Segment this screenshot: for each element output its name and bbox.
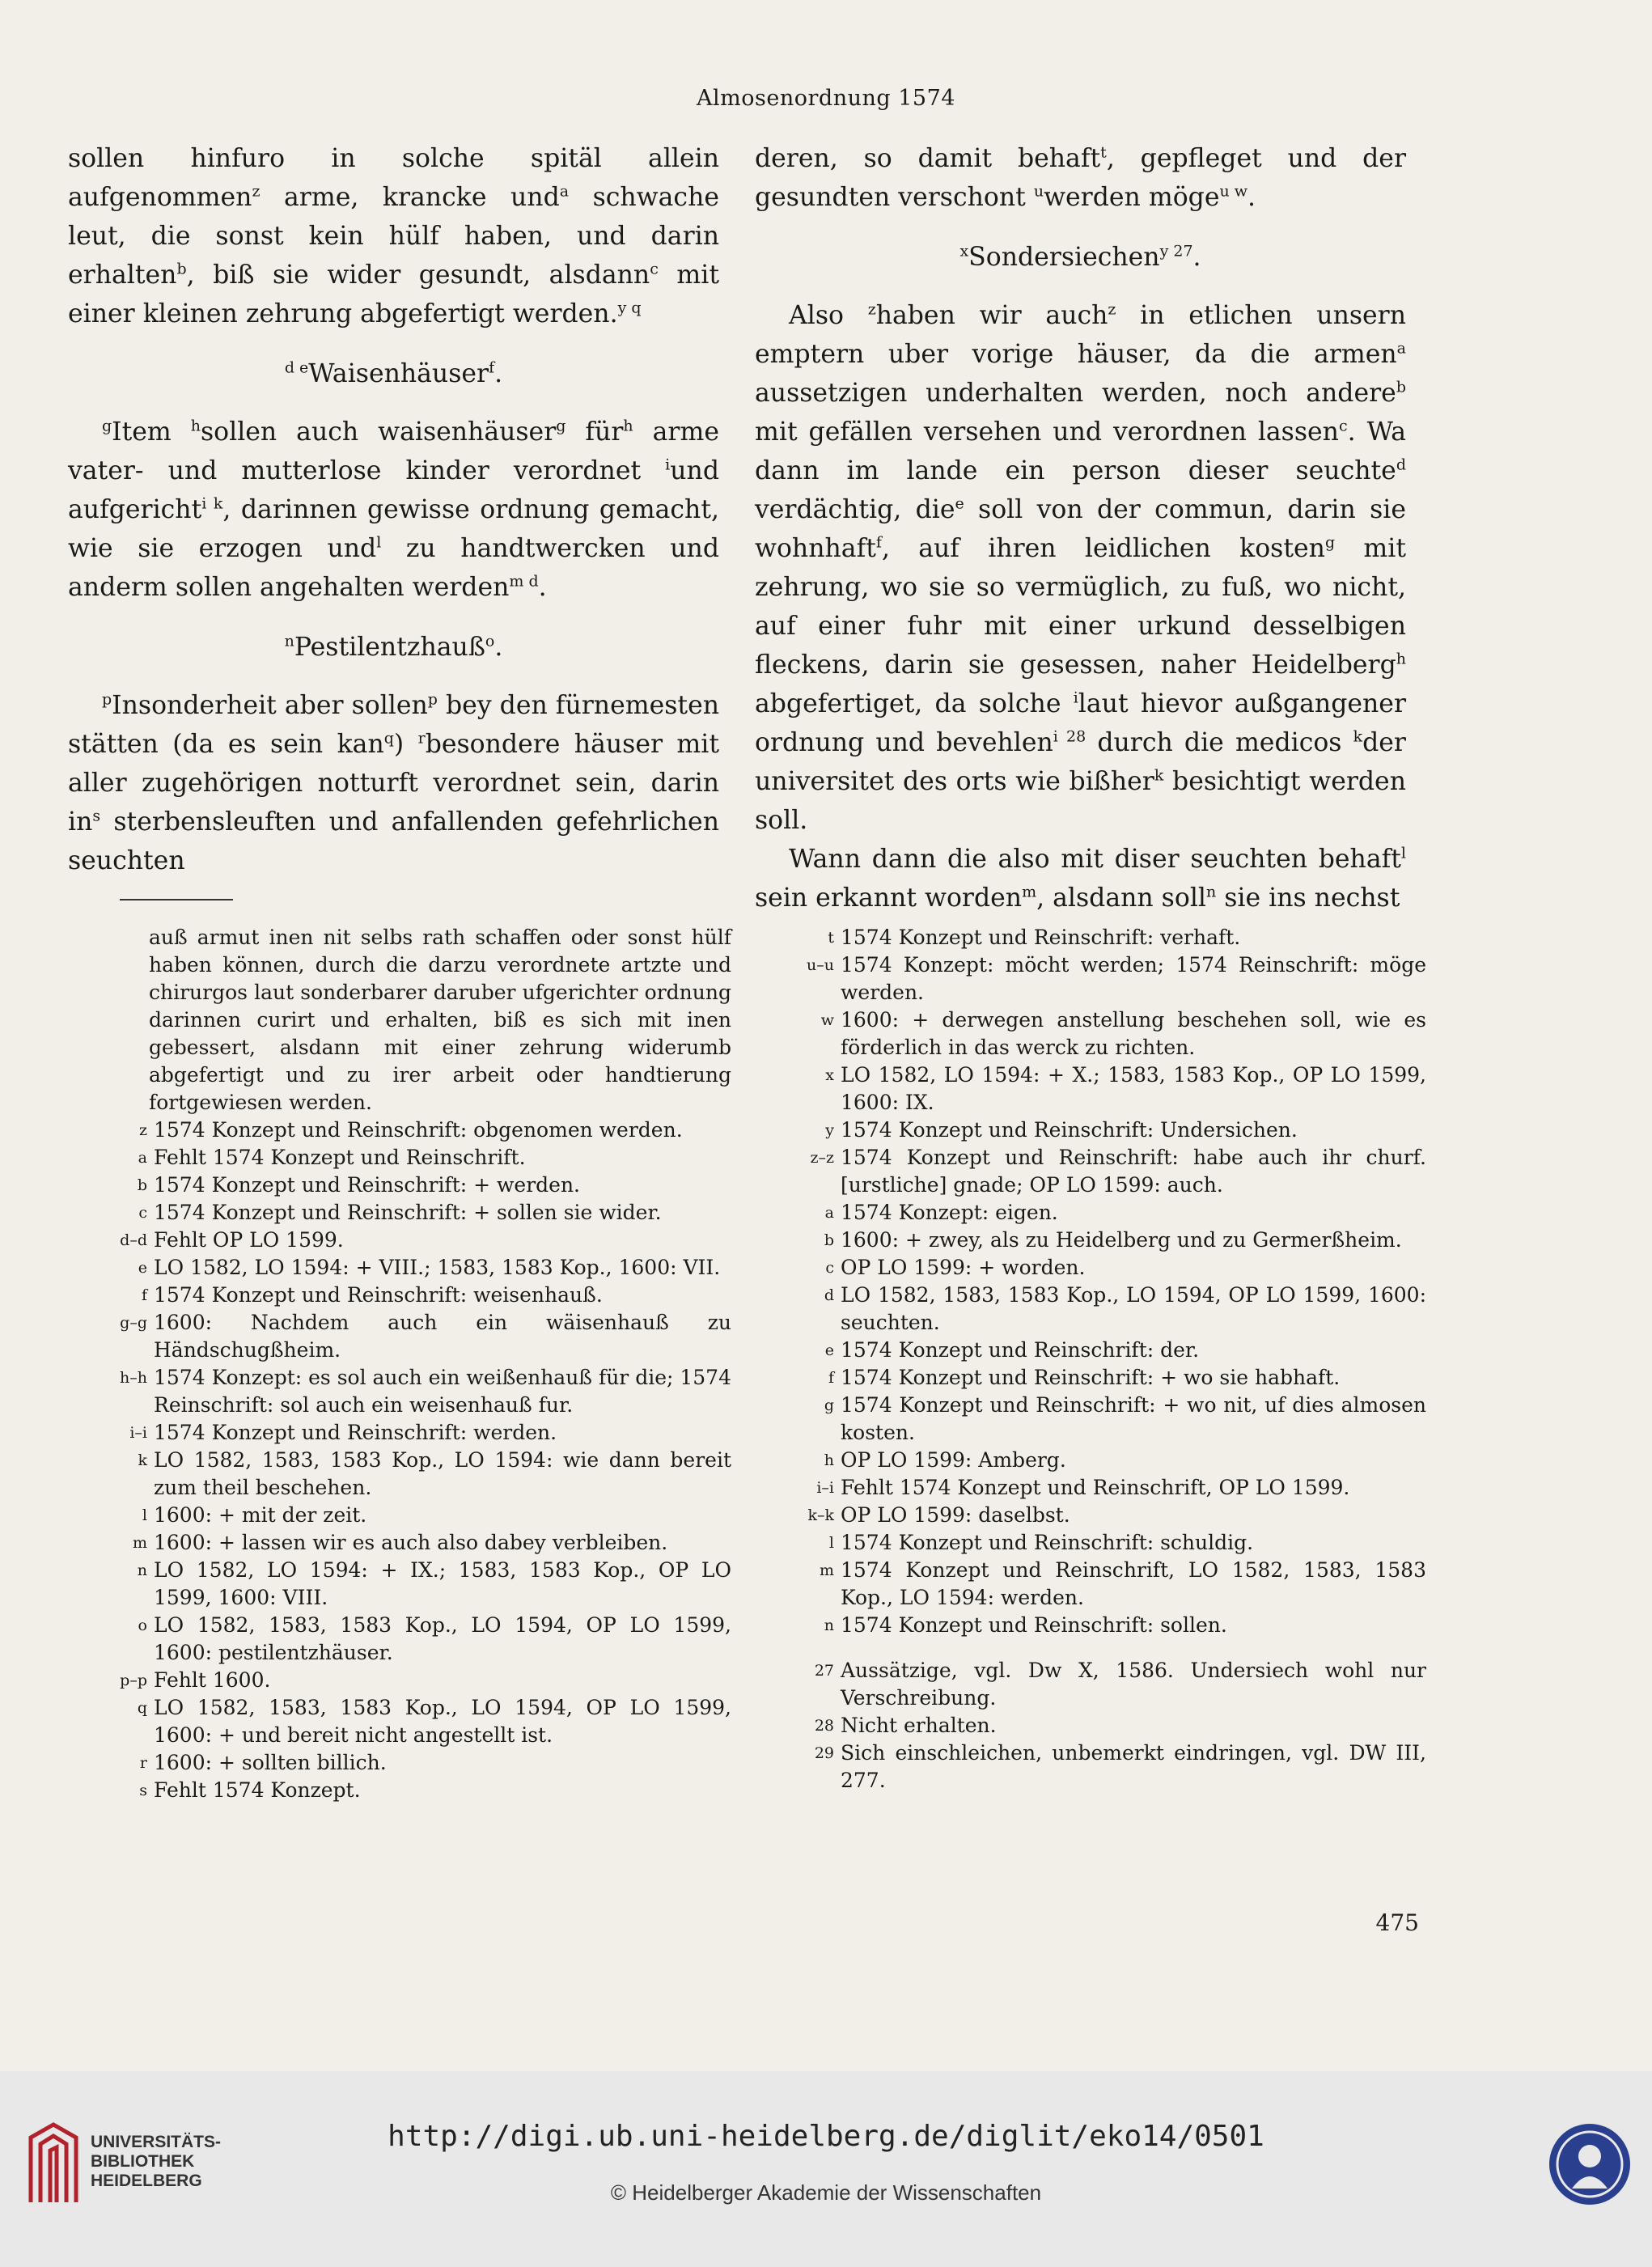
paragraph: Wann dann die also mit diser seuchten behaft$^l$ sein erkannt worden$^m$, alsdann soll$^n$ sie ins nechst	[755, 844, 1406, 913]
footnote-text: 1574 Konzept und Reinschrift: + werden.	[154, 1173, 580, 1197]
footnote-text: 1574 Konzept: es sol auch ein weißenhauß für die; 1574 Reinschrift: sol auch ein weisenhauß fur.	[154, 1366, 731, 1417]
footnote	[68, 1557, 731, 1612]
footnote-text: LO 1582, 1583, 1583 Kop., LO 1594, OP LO 1599, 1600: pestilentzhäuser.	[154, 1613, 731, 1664]
footnote-text: 1574 Konzept und Reinschrift: verhaft.	[841, 926, 1241, 949]
footnote-text: 1600: + lassen wir es auch also dabey verbleiben.	[154, 1531, 668, 1554]
footnote	[755, 1392, 1426, 1447]
copyright-notice: © Heidelberger Akademie der Wissenschaften	[610, 2180, 1042, 2205]
footnote-rule	[120, 899, 233, 900]
footnote	[68, 1667, 731, 1694]
footnote-text: 1574 Konzept und Reinschrift: der.	[841, 1338, 1200, 1362]
page-number: 475	[1375, 1909, 1419, 1936]
footnote-key: z–z	[810, 1149, 834, 1167]
footnote	[68, 1777, 731, 1804]
footnote-text: LO 1582, LO 1594: + IX.; 1583, 1583 Kop., OP LO 1599, 1600: VIII.	[154, 1558, 731, 1609]
footnote-key: q	[137, 1699, 147, 1717]
footnote-text: 1574 Konzept und Reinschrift: Undersichen.	[841, 1118, 1298, 1142]
footnote-marker: e	[955, 494, 964, 513]
footnote-marker: o	[485, 632, 495, 650]
footnote-key: n	[137, 1561, 147, 1579]
footnote-marker: d	[1396, 456, 1406, 474]
footnote-text: 1574 Konzept und Reinschrift: schuldig.	[841, 1531, 1254, 1554]
footnote-continuation: auß armut inen nit selbs rath schaffen oder sonst hülf haben können, durch die darzu verordnete artzte und chirurgos laut sonderbarer daruber ufgerichter ordnung darinnen curirt und erhalten, biß es sich mit inen gebessert, alsdann mit einer zehrung widerumb abgefertigt und zu irer arbeit oder handtierung fortgewiesen werden.	[149, 926, 731, 1114]
footnote	[755, 1474, 1426, 1502]
footnote-key: h	[824, 1451, 834, 1469]
footnote-marker: y q	[617, 299, 642, 317]
footnote-key: d	[824, 1286, 834, 1304]
footnote	[68, 1199, 731, 1227]
footnote	[68, 1419, 731, 1447]
footnote-key: b	[137, 1176, 147, 1194]
footnote	[68, 1172, 731, 1199]
footnote-key: z	[138, 1121, 147, 1139]
footnote-gap	[755, 1639, 1426, 1657]
footnote-marker: q	[383, 729, 394, 748]
footnote	[755, 1529, 1426, 1557]
footnote	[755, 1557, 1426, 1612]
footnote-key: 28	[814, 1717, 834, 1735]
footnote-list	[755, 924, 1426, 1639]
footnote-list	[68, 1117, 731, 1804]
footnote	[755, 1061, 1426, 1117]
footnote-key: c	[825, 1259, 834, 1277]
footnote-marker: x	[959, 242, 969, 261]
footnote-marker: h	[623, 417, 633, 435]
footnote-key: b	[824, 1231, 834, 1249]
footnote-marker: i	[1073, 689, 1078, 707]
footnote-key: 27	[814, 1662, 834, 1680]
footnote-text: 1574 Konzept und Reinschrift: weisenhauß.	[154, 1283, 603, 1307]
footnote	[755, 1447, 1426, 1474]
footnote	[755, 1712, 1426, 1739]
footnote	[755, 951, 1426, 1006]
section-heading-waisenhaeuser: $^{d e}$Waisenhäuser$^f$.	[284, 358, 503, 388]
footnote-marker: u	[1033, 182, 1044, 201]
footnote-key: e	[138, 1259, 147, 1277]
paragraph: Also $^z$haben wir auch$^z$ in etlichen unsern emptern uber vorige häuser, da die armen$^a$ aussetzigen underhalten werden, noch andere$^b$ mit gefällen versehen und verordnen lassen$^c$. Wa dann im lande ein person dieser seuchte$^d$ verdächtig, die$^e$ soll von der commun, darin sie wohnhaft$^f$, auf ihren leidlichen kosten$^g$ mit zehrung, wo sie so vermüglich, zu fuß, wo nicht, auf einer fuhr mit einer urkund desselbigen fleckens, darin sie gesessen, naher Heidelberg$^h$ abgefertiget, da solche $^i$laut hievor außgangener ordnung und bevehlen$^{i 28}$ durch die medicos $^k$der universitet des orts wie bißher$^k$ besichtigt werden soll.	[755, 300, 1407, 835]
footnote-key: r	[139, 1754, 147, 1772]
footnote	[755, 1612, 1426, 1639]
footnote-key: u–u	[807, 956, 834, 974]
footnote-text: 1574 Konzept und Reinschrift: obgenomen werden.	[154, 1118, 683, 1142]
footnote-marker: i	[665, 456, 671, 474]
footnote-marker: i 28	[1053, 727, 1087, 746]
footnote	[755, 1739, 1426, 1795]
footnote-key: d–d	[120, 1231, 147, 1249]
footnote-marker: b	[176, 260, 187, 278]
footnote	[68, 1227, 731, 1254]
footnote	[755, 1364, 1426, 1392]
footnote	[755, 1144, 1426, 1199]
footnote	[68, 1502, 731, 1529]
footnote-marker: l	[1400, 844, 1406, 862]
footnote	[68, 1612, 731, 1667]
footnote-key: 29	[814, 1744, 834, 1762]
footnote-key: x	[825, 1066, 834, 1084]
footnote-marker: z	[1108, 300, 1116, 319]
footnote	[68, 1282, 731, 1309]
paragraph: $^g$Item $^h$sollen auch waisenhäuser$^g$ für$^h$ arme vater- und mutterlose kinder verordnet $^i$und aufgericht$^{i k}$, darinnen gewisse ordnung gemacht, wie sie erzogen und$^l$ zu handtwercken und anderm sollen angehalten werden$^{m d}$.	[68, 417, 719, 602]
footnote-text: 1574 Konzept und Reinschrift: + wo nit, uf dies almosen kosten.	[841, 1393, 1426, 1444]
footnote-marker: y 27	[1159, 242, 1193, 261]
footnote-marker: m d	[509, 572, 539, 591]
footnote	[68, 1117, 731, 1144]
footnote-key: i–i	[129, 1424, 147, 1442]
footnote-text: LO 1582, LO 1594: + VIII.; 1583, 1583 Kop., 1600: VII.	[154, 1256, 721, 1279]
footnote-key: n	[824, 1617, 834, 1634]
footnote-key: g–g	[120, 1314, 147, 1332]
footnote-text: Nicht erhalten.	[841, 1714, 997, 1737]
left-text-column	[68, 139, 719, 880]
footnote	[68, 1749, 731, 1777]
footnote	[68, 1254, 731, 1282]
footnote-key: k	[138, 1451, 147, 1469]
footnote-text: 1600: + mit der zeit.	[154, 1503, 367, 1527]
footnote-marker: n	[1205, 883, 1217, 901]
footnote-key: f	[141, 1286, 147, 1304]
footnote	[68, 1364, 731, 1419]
footnote-marker: a	[1396, 339, 1406, 358]
viewer-footer	[0, 2071, 1652, 2267]
footnote-key: e	[824, 1341, 834, 1359]
footnote-text: 1574 Konzept und Reinschrift: werden.	[154, 1421, 557, 1444]
footnote-text: 1574 Konzept und Reinschrift: habe auch ihr churf.[urstliche] gnade; OP LO 1599: auch.	[841, 1146, 1426, 1197]
footnote-text: Fehlt 1574 Konzept.	[154, 1778, 361, 1802]
footnote	[755, 924, 1426, 951]
footnote-key: h–h	[120, 1369, 147, 1387]
footnote-text: LO 1582, LO 1594: + X.; 1583, 1583 Kop., OP LO 1599, 1600: IX.	[841, 1063, 1426, 1114]
footnote-text: Fehlt 1574 Konzept und Reinschrift.	[154, 1146, 526, 1169]
footnote-key: a	[138, 1149, 147, 1167]
footnote-marker: k	[1353, 727, 1363, 746]
footnote-text: OP LO 1599: + worden.	[841, 1256, 1086, 1279]
footnote-text: Sich einschleichen, unbemerkt eindringen, vgl. DW III, 277.	[841, 1741, 1426, 1792]
footnote-marker: k	[1154, 766, 1164, 785]
section-heading-sondersiechen: $^x$Sondersiechen$^{y 27}$.	[959, 242, 1201, 272]
footnote-key: i–i	[816, 1479, 834, 1497]
footnote	[755, 1117, 1426, 1144]
footnote-marker: h	[190, 417, 201, 435]
footnote-marker: z	[252, 182, 261, 201]
footnote-marker: f	[489, 358, 495, 377]
footnote-text: 1600: + derwegen anstellung beschehen soll, wie es förderlich in das werck zu richten.	[841, 1008, 1426, 1059]
footnote-marker: s	[92, 807, 101, 825]
footnote-marker: c	[1338, 417, 1348, 435]
footnote-text: 1574 Konzept und Reinschrift: + sollen sie wider.	[154, 1201, 662, 1224]
footnote-text: 1600: Nachdem auch ein wäisenhauß zu Händschugßheim.	[154, 1311, 731, 1362]
footnote-marker: n	[284, 632, 294, 650]
footnote-marker: r	[417, 729, 426, 748]
footnote-marker: c	[650, 260, 659, 278]
footnote-text: LO 1582, 1583, 1583 Kop., LO 1594, OP LO 1599, 1600: + und bereit nicht angestellt ist.	[154, 1696, 731, 1747]
footnote	[68, 1529, 731, 1557]
footnote-marker: t	[1100, 143, 1107, 162]
footnote-key: f	[828, 1369, 834, 1387]
footnote-text: OP LO 1599: daselbst.	[841, 1503, 1070, 1527]
right-text-column	[755, 139, 1406, 917]
permalink-url[interactable]: http://digi.ub.uni-heidelberg.de/diglit/eko14/0501	[388, 2120, 1264, 2153]
footnote-text: Fehlt OP LO 1599.	[154, 1228, 344, 1252]
footnote-text: Aussätzige, vgl. Dw X, 1586. Undersiech wohl nur Verschreibung.	[841, 1659, 1426, 1710]
footnote-marker: g	[102, 417, 112, 435]
footnote-text: 1574 Konzept und Reinschrift: sollen.	[841, 1613, 1227, 1637]
footnote-marker: d e	[284, 358, 309, 377]
footnote-text: Fehlt 1574 Konzept und Reinschrift, OP LO 1599.	[841, 1476, 1350, 1499]
logo-line: UNIVERSITÄTS-	[91, 2133, 222, 2151]
footnote-marker: b	[1396, 378, 1406, 396]
paragraph: $^p$Insonderheit aber sollen$^p$ bey den fürnemesten stätten (da es sein kan$^q$) $^r$besondere häuser mit aller zugehörigen notturft verordnet sein, darin $in^s$ sterbensleuften und anfallenden gefehrlichen seuchten	[68, 690, 720, 875]
academy-seal-icon[interactable]	[1545, 2120, 1634, 2209]
footnote-marker: u w	[1219, 182, 1248, 201]
footnote-text: LO 1582, 1583, 1583 Kop., LO 1594, OP LO 1599, 1600: seuchten.	[841, 1283, 1426, 1334]
logo-line: HEIDELBERG	[91, 2172, 202, 2190]
footnote-key: p–p	[120, 1672, 147, 1689]
footnote-text: 1600: + sollten billich.	[154, 1751, 387, 1774]
footnote	[755, 1254, 1426, 1282]
footnote-text: Fehlt 1600.	[154, 1668, 271, 1692]
footnote-text: OP LO 1599: Amberg.	[841, 1448, 1066, 1472]
footnote-key: m	[132, 1534, 147, 1552]
footnote	[68, 1144, 731, 1172]
footnote-key: t	[828, 929, 834, 947]
footnote-key: w	[820, 1011, 834, 1029]
footnote-marker: z	[867, 300, 876, 319]
footnote	[755, 1227, 1426, 1254]
paragraph: deren, so damit behaft$^t$, gepfleget und der gesundten verschont $^u$werden möge$^{u w}$.	[755, 143, 1406, 212]
footnote-key: s	[139, 1782, 147, 1799]
footnote-key: k–k	[807, 1506, 834, 1524]
footnote-key: a	[824, 1204, 834, 1222]
right-footnotes	[755, 924, 1426, 1795]
footnote-marker: g	[1324, 533, 1336, 552]
footnote-text: LO 1582, 1583, 1583 Kop., LO 1594: wie dann bereit zum theil beschehen.	[154, 1448, 731, 1499]
footnote-key: l	[142, 1506, 147, 1524]
footnote-text: 1574 Konzept und Reinschrift, LO 1582, 1583, 1583 Kop., LO 1594: werden.	[841, 1558, 1426, 1609]
footnote-marker: p	[102, 690, 112, 709]
footnote-marker: m	[1022, 883, 1037, 901]
footnote	[755, 1657, 1426, 1712]
footnote-text: 1600: + zwey, als zu Heidelberg und zu Germerßheim.	[841, 1228, 1402, 1252]
footnote-key: o	[138, 1617, 147, 1634]
footnote	[755, 1337, 1426, 1364]
left-footnotes	[68, 924, 731, 1804]
footnote-text: 1574 Konzept: eigen.	[841, 1201, 1058, 1224]
footnote-marker: i k	[201, 494, 223, 513]
footnote	[755, 1199, 1426, 1227]
footnote-text: 1574 Konzept und Reinschrift: + wo sie habhaft.	[841, 1366, 1341, 1389]
footnote-key: g	[824, 1396, 834, 1414]
footnote	[68, 1447, 731, 1502]
footnote-key: m	[819, 1561, 834, 1579]
footnote	[755, 1006, 1426, 1061]
paragraph: sollen hinfuro in solche spitäl allein aufgenommen$^z$ arme, krancke und$^a$ schwache leut, die sonst kein hülf haben, und darin erhalten$^b$, biß sie wider gesundt, alsdann$^c$ mit einer kleinen zehrung abgefertigt werden.$^{y q}$	[68, 144, 719, 328]
footnote	[755, 1282, 1426, 1337]
footnote-key: l	[828, 1534, 834, 1552]
footnote-key: c	[138, 1204, 147, 1222]
footnote	[755, 1502, 1426, 1529]
section-heading-pestilentzhauss: $^n$Pestilentzhauß$^o$.	[284, 632, 503, 662]
running-header: Almosenordnung 1574	[697, 86, 955, 111]
logo-line: BIBLIOTHEK	[91, 2152, 195, 2171]
footnote-marker: h	[1396, 650, 1406, 668]
footnote-text: 1574 Konzept: möcht werden; 1574 Reinschrift: möge werden.	[841, 953, 1426, 1004]
numbered-footnote-list	[755, 1657, 1426, 1795]
footnote-marker: g	[556, 417, 566, 435]
footnote-marker: f	[875, 533, 882, 552]
footnote-marker: p	[427, 690, 438, 709]
footnote-key: y	[825, 1121, 834, 1139]
footnote	[68, 1309, 731, 1364]
footnote	[68, 1694, 731, 1749]
footnote-marker: a	[559, 182, 570, 201]
footnote-marker: l	[376, 533, 382, 552]
